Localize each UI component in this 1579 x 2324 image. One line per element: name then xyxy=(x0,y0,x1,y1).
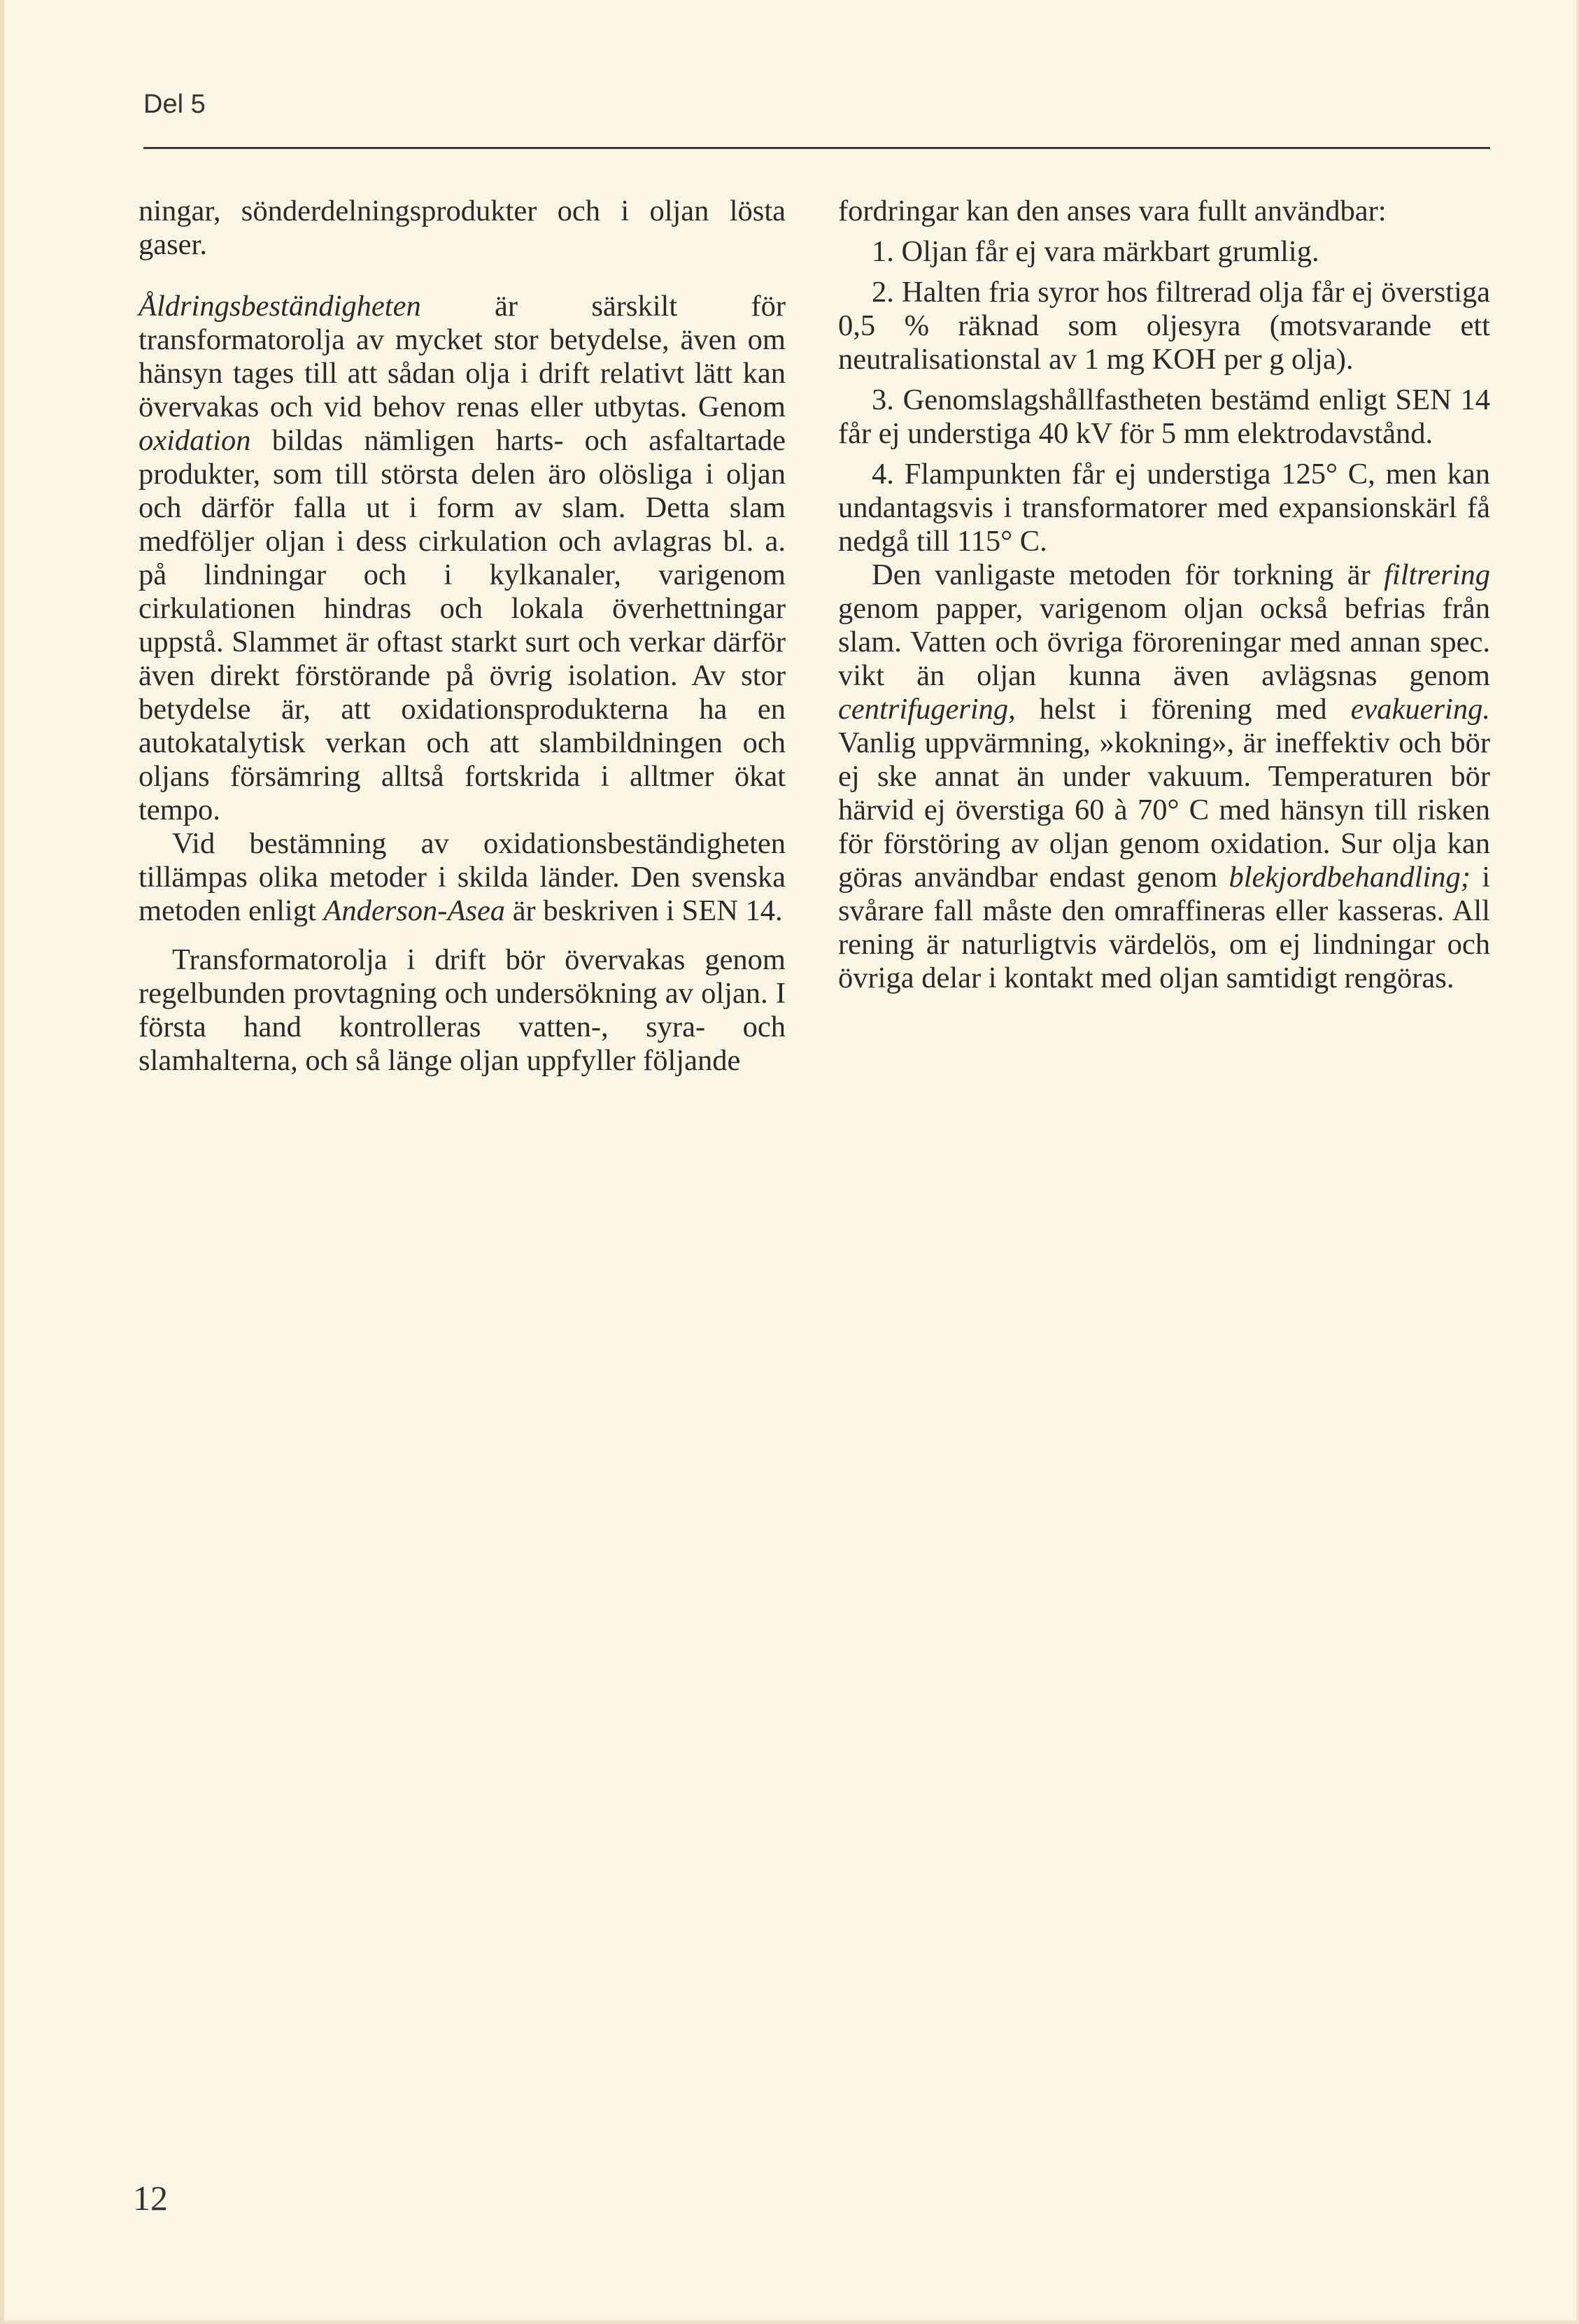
paragraph xyxy=(838,558,1490,995)
list-item: 3. Genomslagshållfastheten bestämd enligt SEN 14 får ej understiga 40 kV för 5 mm elektrodavstånd. xyxy=(838,383,1490,450)
running-head: Del 5 xyxy=(143,90,206,119)
page-number: 12 xyxy=(133,2178,168,2218)
text-run: helst i förening med xyxy=(1015,693,1351,726)
paragraph: Transformatorolja i drift bör övervakas genom regelbunden provtagning och undersökning av oljan. I första hand kontrolleras vatten-, syra- och slamhalterna, och så länge oljan uppfyller följande xyxy=(139,943,786,1077)
left-column xyxy=(139,195,786,1078)
header-rule xyxy=(143,147,1490,149)
right-column xyxy=(838,195,1490,995)
term: blekjordbehandling; xyxy=(1228,861,1471,894)
text-run: bildas nämligen harts- och asfaltartade produkter, som till största delen äro olösliga i oljan och därför falla ut i form av slam. Detta slam medföljer oljan i dess cirkulation och avlagras bl. a. på lindningar och i kylkanaler, varigenom cirkulationen hindras och lokala överhettningar uppstå. Slammet är oftast starkt surt och verkar därför även direkt förstörande på övrig isolation. Av stor betydelse är, att oxidationsprodukterna ha en autokatalytisk verkan och att slambildningen och oljans försämring alltså fortskrida i alltmer ökat tempo. xyxy=(139,424,786,826)
paragraph xyxy=(139,827,786,928)
text-run: Vid bestämning av oxidationsbeständigheten tillämpas olika metoder i skilda länder. Den svenska metoden enligt xyxy=(139,827,786,927)
term: evakuering. xyxy=(1350,693,1490,726)
paragraph: fordringar kan den anses vara fullt användbar: xyxy=(838,195,1387,227)
text-run: genom papper, varigenom oljan också befrias från slam. Vatten och övriga föroreningar med annan spec. vikt än oljan kunna även avlägsnas genom xyxy=(838,592,1490,692)
term: centrifugering, xyxy=(838,693,1016,726)
list-item: 1. Oljan får ej vara märkbart grumlig. xyxy=(872,235,1319,268)
text-run: Den vanligaste metoden för torkning är xyxy=(872,558,1385,591)
text-run: är beskriven i SEN 14. xyxy=(505,894,783,927)
list-item: 4. Flampunkten får ej understiga 125° C, men kan undantagsvis i transformatorer med expansionskärl få nedgå till 115° C. xyxy=(838,458,1490,558)
paragraph xyxy=(139,290,786,827)
list-item: 2. Halten fria syror hos filtrerad olja får ej överstiga 0,5 % räknad som oljesyra (motsvarande ett neutralisationstal av 1 mg KOH per g olja). xyxy=(838,276,1490,376)
term: filtrering xyxy=(1384,558,1490,591)
term: Anderson-Asea xyxy=(323,894,506,927)
text-run: i svårare fall måste den omraffineras eller kasseras. All rening är naturligtvis värdelös, om ej lindningar och övriga delar i kontakt med oljan samtidigt rengöras. xyxy=(838,861,1491,994)
text-run: är särskilt för transformatorolja av mycket stor betydelse, även om hänsyn tages till att sådan olja i drift relativt lätt kan övervakas och vid behov renas eller utbytas. Genom xyxy=(139,290,786,423)
term: Åldringsbeständigheten xyxy=(139,290,421,323)
paragraph: ningar, sönderdelningsprodukter och i oljan lösta gaser. xyxy=(139,195,786,261)
text-run: Vanlig uppvärmning, »kokning», är ineffektiv och bör ej ske annat än under vakuum. Temperaturen bör härvid ej överstiga 60 à 70° C med hänsyn till risken för förstöring av oljan genom oxidation. Sur olja kan göras användbar endast genom xyxy=(838,726,1490,894)
term: oxidation xyxy=(139,424,251,457)
